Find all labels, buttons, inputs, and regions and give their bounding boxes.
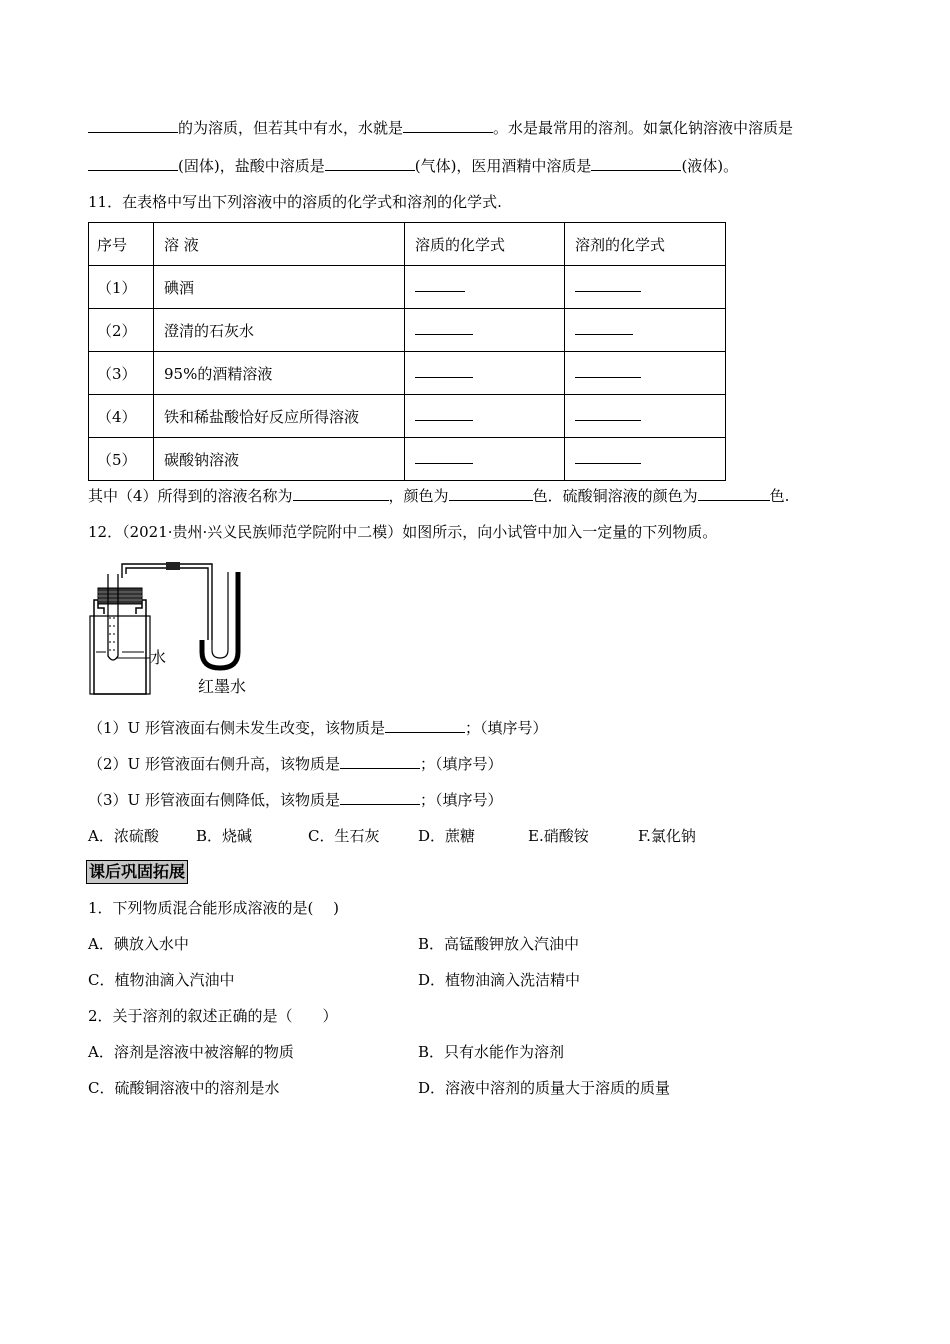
answer-blank[interactable]	[325, 156, 415, 171]
q10-line-2: (固体)，盐酸中溶质是 (气体)，医用酒精中溶质是 (液体)。	[88, 156, 738, 176]
solution-table	[88, 222, 726, 481]
answer-blank[interactable]	[88, 118, 178, 133]
table-row	[89, 266, 726, 309]
q11-follow-up: 其中（4）所得到的溶液名称为 ，颜色为 色．硫酸铜溶液的颜色为 色.	[88, 487, 790, 505]
option-f[interactable]: F.氯化钠	[638, 827, 696, 845]
table-header-row	[89, 223, 726, 266]
option-b[interactable]: B．烧碱	[196, 827, 253, 845]
solvent-cell[interactable]	[565, 266, 726, 309]
option-e[interactable]: E.硝酸铵	[528, 827, 589, 845]
row-number: （5）	[89, 438, 154, 481]
solute-cell[interactable]	[405, 266, 565, 309]
q12-part-1: （1）U 形管液面右侧未发生改变，该物质是 ；（填序号）	[88, 719, 548, 737]
solution-name: 碳酸钠溶液	[154, 438, 405, 481]
ext-q2-option-b[interactable]: B．只有水能作为溶剂	[418, 1043, 565, 1061]
answer-blank[interactable]	[698, 486, 770, 501]
option-a[interactable]: A．浓硫酸	[88, 827, 159, 845]
answer-blank[interactable]	[449, 486, 533, 501]
solution-name: 95%的酒精溶液	[154, 352, 405, 395]
answer-blank[interactable]	[385, 718, 465, 733]
row-number: （1）	[89, 266, 154, 309]
label-red-ink: 红墨水	[198, 677, 247, 696]
solvent-cell[interactable]	[565, 438, 726, 481]
ext-q1-option-c[interactable]: C．植物油滴入汽油中	[88, 971, 235, 989]
answer-blank[interactable]	[591, 156, 681, 171]
answer-blank[interactable]	[340, 790, 420, 805]
answer-blank[interactable]	[293, 486, 389, 501]
solvent-cell[interactable]	[565, 309, 726, 352]
ext-q2-option-a[interactable]: A．溶剂是溶液中被溶解的物质	[88, 1043, 294, 1061]
solution-name: 碘酒	[154, 266, 405, 309]
header-cell: 序号	[89, 223, 154, 266]
header-cell: 溶 液	[154, 223, 405, 266]
header-cell: 溶剂的化学式	[565, 223, 726, 266]
table-row	[89, 309, 726, 352]
ext-q1-option-d[interactable]: D．植物油滴入洗洁精中	[418, 971, 581, 989]
row-number: （3）	[89, 352, 154, 395]
row-number: （4）	[89, 395, 154, 438]
solution-name: 澄清的石灰水	[154, 309, 405, 352]
row-number: （2）	[89, 309, 154, 352]
solute-cell[interactable]	[405, 352, 565, 395]
solute-cell[interactable]	[405, 395, 565, 438]
answer-blank[interactable]	[403, 118, 493, 133]
option-c[interactable]: C．生石灰	[308, 827, 380, 845]
q12-part-2: （2）U 形管液面右侧升高，该物质是 ；（填序号）	[88, 755, 503, 773]
solute-cell[interactable]	[405, 438, 565, 481]
ext-q1-title: 1．下列物质混合能形成溶液的是( )	[88, 899, 340, 917]
table-row	[89, 395, 726, 438]
option-d[interactable]: D．蔗糖	[418, 827, 476, 845]
ext-q1-option-b[interactable]: B．高锰酸钾放入汽油中	[418, 935, 580, 953]
ext-q2-title: 2．关于溶剂的叙述正确的是（ ）	[88, 1007, 338, 1025]
solution-name: 铁和稀盐酸恰好反应所得溶液	[154, 395, 405, 438]
table-row	[89, 438, 726, 481]
apparatus-figure	[86, 556, 286, 698]
ext-q2-option-d[interactable]: D．溶液中溶剂的质量大于溶质的质量	[418, 1079, 671, 1097]
q12-part-3: （3）U 形管液面右侧降低，该物质是 ；（填序号）	[88, 791, 503, 809]
ext-q2-option-c[interactable]: C．硫酸铜溶液中的溶剂是水	[88, 1079, 280, 1097]
solute-cell[interactable]	[405, 309, 565, 352]
table-row	[89, 352, 726, 395]
ext-q1-option-a[interactable]: A．碘放入水中	[88, 935, 189, 953]
answer-blank[interactable]	[340, 754, 420, 769]
solvent-cell[interactable]	[565, 352, 726, 395]
solvent-cell[interactable]	[565, 395, 726, 438]
q12-title: 12．（2021·贵州·兴义民族师范学院附中二模）如图所示，向小试管中加入一定量的下列物质。	[88, 523, 718, 541]
section-heading: 课后巩固拓展	[86, 860, 188, 884]
q10-line-1: 的为溶质，但若其中有水，水就是 。水是最常用的溶剂。如氯化钠溶液中溶质是	[88, 118, 793, 138]
label-water: 水	[150, 648, 167, 667]
answer-blank[interactable]	[88, 156, 178, 171]
q11-title: 11．在表格中写出下列溶液中的溶质的化学式和溶剂的化学式.	[88, 193, 502, 211]
header-cell: 溶质的化学式	[405, 223, 565, 266]
